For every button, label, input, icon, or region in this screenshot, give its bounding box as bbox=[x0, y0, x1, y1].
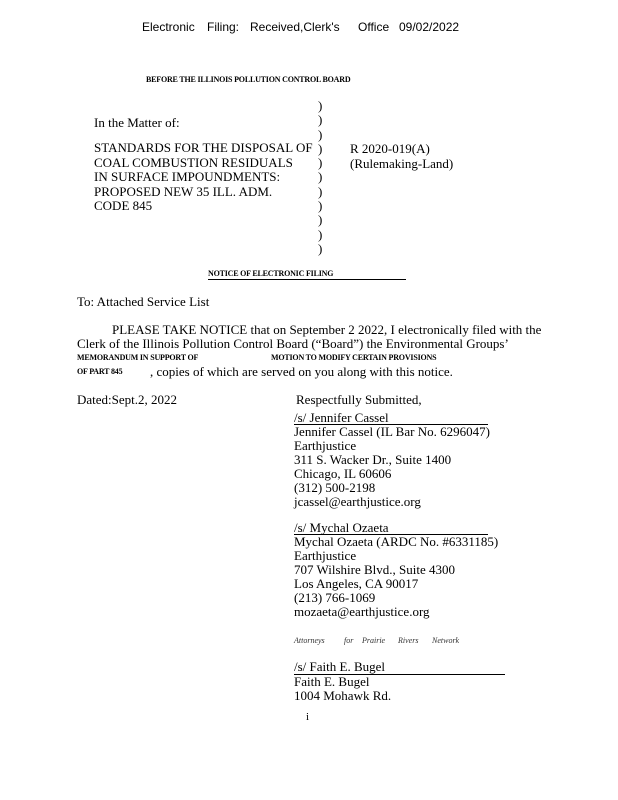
memorandum-title-b: MOTION TO MODIFY CERTAIN PROVISIONS bbox=[271, 353, 437, 362]
rivers-word: Rivers bbox=[398, 636, 419, 645]
signer-1-email: jcassel@earthjustice.org bbox=[294, 494, 421, 509]
signature-3: /s/ Faith E. Bugel bbox=[294, 659, 385, 674]
notice-paragraph-line4: , copies of which are served on you along with this notice. bbox=[150, 364, 453, 379]
closing: Respectfully Submitted, bbox=[296, 392, 422, 407]
case-type: (Rulemaking-Land) bbox=[350, 156, 454, 171]
signature-1: /s/ Jennifer Cassel bbox=[294, 410, 389, 425]
caption-title bbox=[94, 141, 313, 214]
signer-1-block bbox=[294, 425, 490, 509]
signer-2-line: Earthjustice bbox=[294, 548, 357, 563]
paren: ) bbox=[318, 140, 323, 156]
dated-line: Dated:Sept.2, 2022 bbox=[77, 392, 178, 407]
signer-1-line: 311 S. Wacker Dr., Suite 1400 bbox=[294, 452, 452, 467]
signer-2-line: 707 Wilshire Blvd., Suite 4300 bbox=[294, 562, 456, 577]
attorneys-for-line bbox=[294, 636, 494, 646]
paren: ) bbox=[318, 126, 323, 142]
signer-2-line: Los Angeles, CA 90017 bbox=[294, 576, 419, 591]
to-line: To: Attached Service List bbox=[77, 294, 210, 309]
network-word: Network bbox=[432, 636, 460, 645]
header-received: Received,Clerk's bbox=[250, 20, 340, 34]
signer-3-line: 1004 Mohawk Rd. bbox=[294, 688, 392, 703]
signer-1-line: Chicago, IL 60606 bbox=[294, 466, 392, 481]
caption-paren-column bbox=[318, 99, 322, 256]
header-filing: Filing: bbox=[207, 20, 240, 34]
signature-2: /s/ Mychal Ozaeta bbox=[294, 520, 389, 535]
filing-header bbox=[0, 20, 618, 36]
prairie-word: Prairie bbox=[362, 636, 386, 645]
signer-1-line: Jennifer Cassel (IL Bar No. 6296047) bbox=[294, 424, 490, 439]
paren: ) bbox=[318, 240, 323, 256]
caption-line: PROPOSED NEW 35 ILL. ADM. bbox=[94, 183, 273, 199]
paren: ) bbox=[318, 226, 323, 242]
paren: ) bbox=[318, 198, 323, 214]
board-title: BEFORE THE ILLINOIS POLLUTION CONTROL BOARD bbox=[146, 75, 351, 84]
paren: ) bbox=[318, 98, 323, 113]
notice-paragraph-line2: Clerk of the Illinois Pollution Control Board (“Board”) the Environmental Groups’ bbox=[77, 336, 509, 351]
signer-3-block bbox=[294, 675, 391, 703]
paren: ) bbox=[318, 212, 323, 228]
signer-1-line: (312) 500-2198 bbox=[294, 480, 376, 495]
caption-line: IN SURFACE IMPOUNDMENTS: bbox=[94, 169, 281, 184]
paren: ) bbox=[318, 112, 323, 128]
signer-3-line: Faith E. Bugel bbox=[294, 674, 370, 689]
caption-line: STANDARDS FOR THE DISPOSAL OF bbox=[94, 140, 313, 155]
header-electronic: Electronic bbox=[142, 20, 195, 34]
paren: ) bbox=[318, 155, 323, 171]
page-number: i bbox=[306, 711, 310, 723]
signer-1-line: Earthjustice bbox=[294, 438, 357, 453]
notice-paragraph-line1: PLEASE TAKE NOTICE that on September 2 2022, I electronically filed with the bbox=[112, 322, 542, 337]
header-date: 09/02/2022 bbox=[399, 20, 460, 34]
caption-line: COAL COMBUSTION RESIDUALS bbox=[94, 154, 293, 170]
signer-2-block bbox=[294, 535, 498, 619]
caption-line: CODE 845 bbox=[94, 198, 153, 213]
memorandum-title-a: MEMORANDUM IN SUPPORT OF bbox=[77, 353, 199, 362]
attorneys-word: Attorneys bbox=[294, 636, 325, 645]
notice-title: NOTICE OF ELECTRONIC FILING bbox=[208, 269, 406, 280]
signer-2-email: mozaeta@earthjustice.org bbox=[294, 604, 430, 619]
signer-2-line: (213) 766-1069 bbox=[294, 590, 376, 605]
signer-2-line: Mychal Ozaeta (ARDC No. #6331185) bbox=[294, 534, 499, 549]
memorandum-title-c: OF PART 845 bbox=[77, 367, 123, 376]
header-office: Office bbox=[358, 20, 390, 34]
paren: ) bbox=[318, 169, 323, 185]
for-word: for bbox=[344, 636, 354, 645]
in-the-matter-of: In the Matter of: bbox=[94, 115, 180, 130]
paren: ) bbox=[318, 183, 323, 199]
case-number: R 2020-019(A) bbox=[350, 141, 430, 156]
